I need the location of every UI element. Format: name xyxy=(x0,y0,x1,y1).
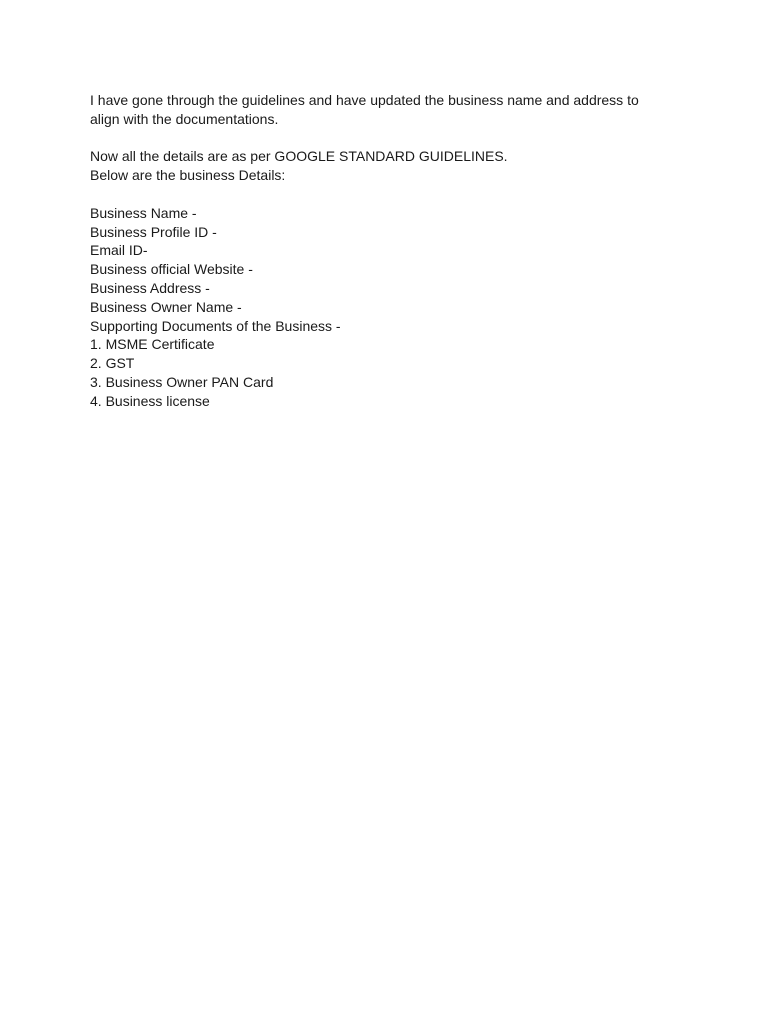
status-paragraph xyxy=(90,147,650,185)
paragraph-gap xyxy=(90,129,650,148)
document-item-pan-card: 3. Business Owner PAN Card xyxy=(90,373,274,390)
detail-business-address: Business Address - xyxy=(90,279,210,296)
business-details-list xyxy=(90,204,650,336)
document-item-gst: 2. GST xyxy=(90,355,135,372)
document-item-msme: 1. MSME Certificate xyxy=(90,336,215,353)
detail-business-name: Business Name - xyxy=(90,204,197,221)
intro-paragraph xyxy=(90,91,650,129)
status-line-1: Now all the details are as per GOOGLE STANDARD GUIDELINES. xyxy=(90,148,508,165)
detail-business-owner-name: Business Owner Name - xyxy=(90,298,242,315)
document-page xyxy=(90,91,650,411)
detail-supporting-documents: Supporting Documents of the Business - xyxy=(90,317,341,334)
paragraph-gap xyxy=(90,185,650,204)
intro-line-2: align with the documentations. xyxy=(90,110,279,127)
supporting-documents-list xyxy=(90,335,650,410)
intro-line-1: I have gone through the guidelines and have updated the business name and address to xyxy=(90,92,639,108)
document-item-business-license: 4. Business license xyxy=(90,392,210,409)
detail-business-website: Business official Website - xyxy=(90,261,253,278)
status-line-2: Below are the business Details: xyxy=(90,167,286,184)
detail-business-profile-id: Business Profile ID - xyxy=(90,223,217,240)
detail-email-id: Email ID- xyxy=(90,242,148,259)
